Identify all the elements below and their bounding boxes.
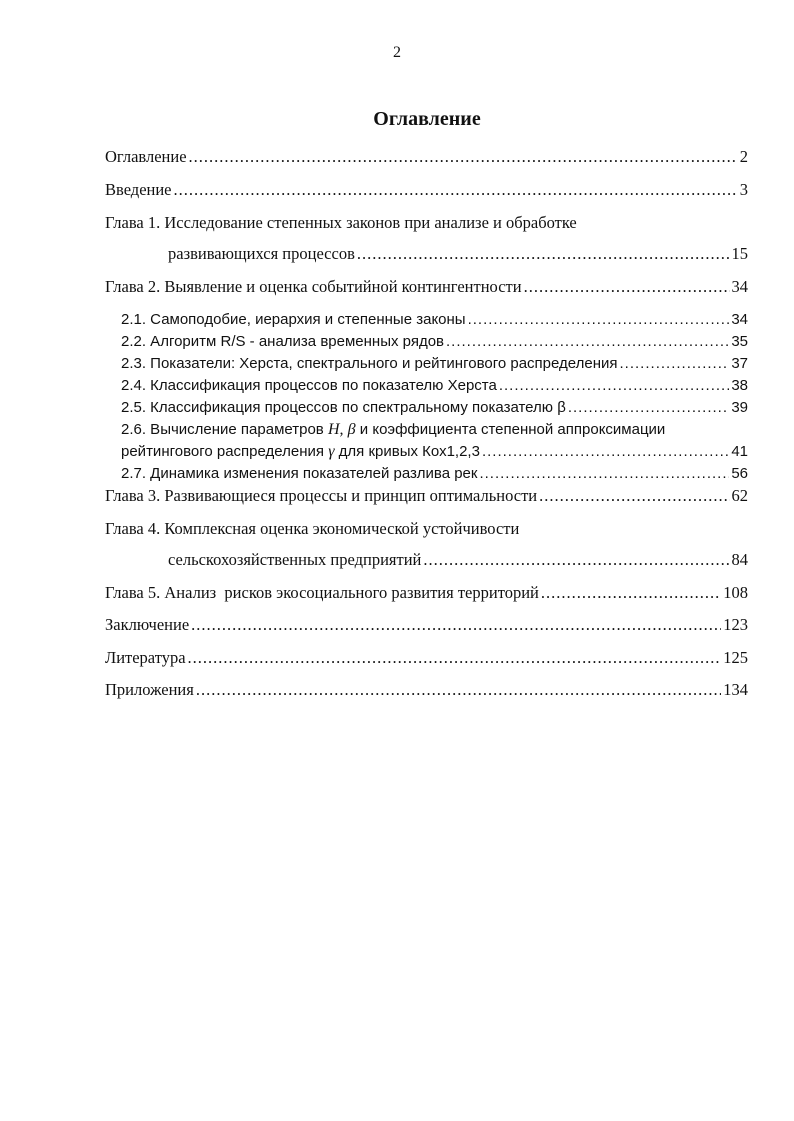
dot-leader — [541, 583, 721, 603]
dot-leader — [196, 680, 721, 700]
toc-entry-page: 38 — [731, 377, 748, 394]
toc-entry-chapter-3[interactable] — [105, 486, 748, 506]
toc-entry-label: Приложения — [105, 680, 194, 699]
dot-leader — [446, 333, 729, 350]
dot-leader — [499, 377, 729, 394]
toc-entry-chapter-4-line1[interactable]: Глава 4. Комплексная оценка экономической устойчивости — [105, 519, 520, 538]
toc-entry-label: Оглавление — [105, 147, 187, 166]
toc-entry-page: 2 — [739, 147, 748, 166]
toc-entry-introduction[interactable] — [105, 180, 748, 200]
dot-leader — [482, 443, 729, 460]
symbol-beta: β — [347, 421, 356, 438]
toc-entry-section-2-1[interactable] — [121, 311, 748, 328]
dot-leader — [191, 615, 721, 635]
toc-entry-label-prefix: 2.6. Вычисление параметров — [121, 421, 328, 438]
symbol-gamma: γ — [328, 443, 335, 460]
dot-leader — [174, 180, 738, 200]
toc-entry-label — [121, 443, 480, 461]
toc-entry-page: 123 — [723, 615, 748, 634]
toc-entry-label: 2.3. Показатели: Херста, спектрального и рейтингового распределения — [121, 355, 618, 372]
toc-entry-section-2-6[interactable] — [121, 443, 748, 461]
dot-leader — [468, 311, 730, 328]
toc-entry-page: 39 — [731, 399, 748, 416]
symbol-h: H, — [327, 421, 344, 438]
toc-entry-label-middle: и коэффициента степенной аппроксимации — [355, 421, 666, 438]
toc-entry-section-2-4[interactable] — [121, 377, 748, 394]
dot-leader — [357, 244, 730, 264]
toc-entry-section-2-6-line1[interactable] — [121, 421, 665, 439]
toc-entry-page: 56 — [731, 465, 748, 482]
toc-entry-label: развивающихся процессов — [168, 244, 355, 263]
toc-entry-page: 62 — [731, 486, 748, 505]
toc-entry-page: 34 — [731, 311, 748, 328]
dot-leader — [620, 355, 730, 372]
dot-leader — [189, 147, 738, 167]
toc-entry-chapter-2[interactable] — [105, 277, 748, 297]
toc-entry-label: 2.7. Динамика изменения показателей разлива рек — [121, 465, 478, 482]
toc-entry-label: 2.2. Алгоритм R/S - анализа временных рядов — [121, 333, 445, 350]
toc-entry-page: 108 — [723, 583, 748, 602]
toc-entry-section-2-2[interactable] — [121, 333, 748, 350]
dot-leader — [524, 277, 730, 297]
toc-entry-label: Глава 3. Развивающиеся процессы и принцип оптимальности — [105, 486, 538, 505]
dot-leader — [188, 648, 722, 668]
toc-entry-chapter-4[interactable] — [168, 550, 748, 570]
toc-entry-chapter-1[interactable] — [168, 244, 748, 264]
toc-entry-section-2-5[interactable] — [121, 399, 748, 416]
toc-entry-chapter-5[interactable] — [105, 583, 748, 603]
toc-entry-label: Глава 2. Выявление и оценка событийной контингентности — [105, 277, 522, 296]
toc-entry-chapter-1-line1[interactable]: Глава 1. Исследование степенных законов при анализе и обработке — [105, 213, 577, 232]
toc-entry-page: 125 — [723, 648, 748, 667]
toc-entry-contents[interactable] — [105, 147, 748, 167]
toc-entry-page: 41 — [731, 443, 748, 460]
toc-entry-page: 37 — [731, 355, 748, 372]
dot-leader — [539, 486, 729, 506]
toc-entry-label: 2.1. Самоподобие, иерархия и степенные законы — [121, 311, 466, 328]
toc-entry-label: Литература — [105, 648, 186, 667]
toc-entry-page: 35 — [731, 333, 748, 350]
toc-entry-section-2-7[interactable] — [121, 465, 748, 482]
toc-entry-label: 2.4. Классификация процессов по показателю Херста — [121, 377, 497, 394]
toc-entry-section-2-3[interactable] — [121, 355, 748, 372]
toc-entry-label: Введение — [105, 180, 172, 199]
toc-entry-label: сельскохозяйственных предприятий — [168, 550, 422, 569]
dot-leader — [479, 465, 729, 482]
toc-entry-label: 2.5. Классификация процессов по спектральному показателю β — [121, 399, 566, 416]
toc-entry-conclusion[interactable] — [105, 615, 748, 635]
label-part: рейтингового распределения — [121, 443, 329, 460]
dot-leader — [423, 550, 729, 570]
page-number: 2 — [393, 44, 401, 61]
toc-entry-page: 134 — [723, 680, 748, 699]
toc-entry-label: Заключение — [105, 615, 190, 634]
toc-entry-page: 84 — [731, 550, 748, 569]
toc-entry-page: 34 — [731, 277, 748, 296]
toc-entry-literature[interactable] — [105, 648, 748, 668]
toc-entry-page: 15 — [731, 244, 748, 263]
toc-title: Оглавление — [373, 108, 481, 130]
toc-entry-page: 3 — [739, 180, 748, 199]
toc-entry-label: Глава 5. Анализ рисков экосоциального развития территорий — [105, 583, 539, 602]
label-part: для кривых Кох1,2,3 — [334, 443, 480, 460]
toc-entry-appendices[interactable] — [105, 680, 748, 700]
dot-leader — [568, 399, 729, 416]
